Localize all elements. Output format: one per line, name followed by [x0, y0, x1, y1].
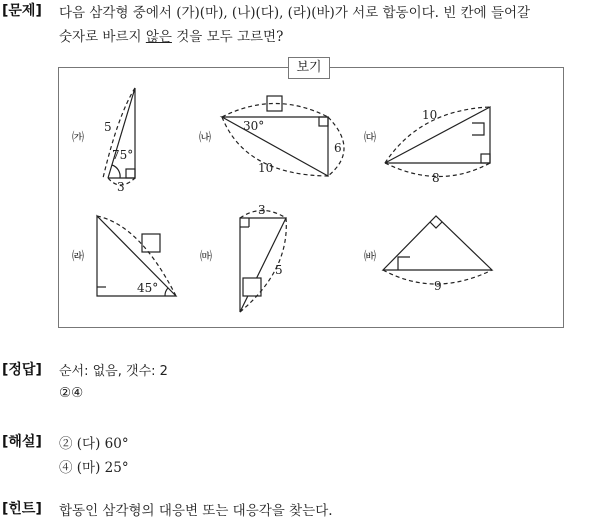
label-ga: ㈎ — [72, 130, 85, 144]
triangle-da — [385, 107, 490, 177]
explanation-line-1: ② (다) 60° — [59, 436, 129, 452]
ma-top: 3 — [258, 203, 266, 217]
triangle-ba — [383, 216, 492, 284]
ba-bottom: 9 — [434, 279, 442, 293]
underlined-word: 않은 — [145, 29, 172, 45]
explanation-line-2: ④ (마) 25° — [59, 460, 129, 476]
label-da: ㈐ — [364, 130, 377, 144]
answer-line-2: ②④ — [59, 385, 84, 401]
hint-text: 합동인 삼각형의 대응변 또는 대응각을 찾는다. — [59, 503, 333, 519]
ma-side: 5 — [275, 263, 283, 277]
triangle-na — [222, 96, 344, 176]
na-angle: 30° — [243, 119, 265, 133]
triangle-ma — [240, 211, 286, 313]
triangle-ga — [103, 88, 135, 185]
question-line-1: 다음 삼각형 중에서 (가)(마), (나)(다), (라)(바)가 서로 합동이다. 빈 칸에 들어갈 — [59, 5, 531, 21]
na-side-bottom: 10 — [258, 161, 274, 175]
ga-side: 5 — [104, 120, 112, 134]
question-line-2-pre: 숫자로 바르지 — [59, 29, 146, 45]
label-na: ㈏ — [199, 130, 212, 144]
label-ma: ㈒ — [200, 249, 213, 263]
question-line-2-post: 것을 모두 고르면? — [171, 29, 284, 45]
da-side-bottom: 8 — [432, 171, 440, 185]
da-side-top: 10 — [422, 108, 438, 122]
example-box-title: 보기 — [288, 57, 330, 79]
answer-line-1: 순서: 없음, 갯수: 2 — [59, 364, 168, 379]
explanation-tag: [해설] — [2, 434, 42, 450]
label-ra: ㈑ — [72, 249, 85, 263]
ra-angle: 45° — [137, 281, 159, 295]
ga-base: 3 — [117, 180, 125, 194]
hint-tag: [힌트] — [2, 501, 42, 517]
answer-tag: [정답] — [2, 362, 42, 378]
na-side-right: 6 — [334, 141, 342, 155]
ga-angle: 75° — [112, 148, 134, 162]
label-ba: ㈓ — [364, 249, 377, 263]
question-tag: [문제] — [2, 3, 42, 19]
